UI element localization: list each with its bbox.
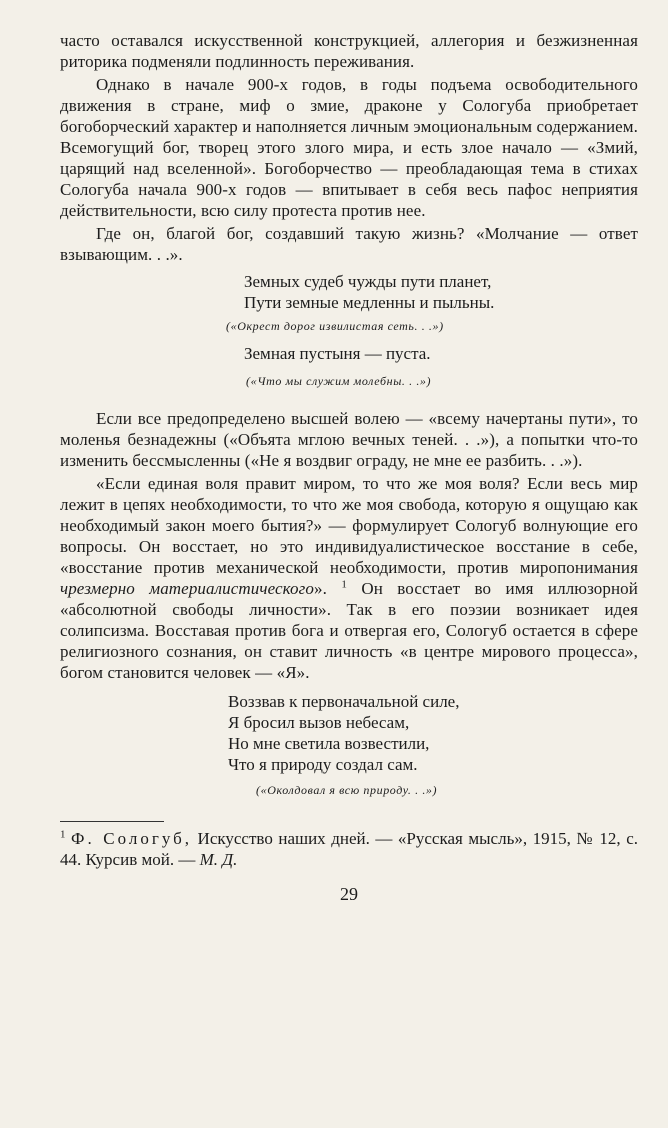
paragraph-predestination: Если все предопределено высшей волею — «всему начертаны пути», то моленья безнадежны («Объята мглою вечных теней. . .»), а попытки что-то изменить бессмысленны («Не я воздвиг ограду, не мне ее разбить. . .»). — [60, 409, 638, 470]
footnote-initials: М. Д. — [199, 850, 238, 869]
footnote-reference[interactable]: 1 — [341, 578, 347, 591]
verse-quote-1 — [244, 271, 638, 313]
verse-source-1: («Окрест дорог извилистая сеть. . .») — [226, 319, 444, 333]
verse-line: Пути земные медленны и пыльны. — [244, 293, 495, 312]
verse-source-3: («Околдовал я всю природу. . .») — [256, 783, 438, 797]
verse-line: Но мне светила возвестили, — [228, 734, 430, 753]
page-body — [60, 30, 638, 905]
footnote-divider — [60, 821, 164, 822]
verse-quote-3 — [228, 691, 638, 775]
paragraph-continuation: часто оставался искусственной конструкцией, аллегория и безжизненная риторика подменяли подлинность переживания. — [60, 31, 638, 71]
verse-quote-2 — [244, 343, 638, 364]
verse-source-2: («Что мы служим молебны. . .») — [246, 374, 432, 388]
verse-line: Земная пустыня — пуста. — [244, 344, 431, 363]
verse-line: Воззвав к первоначальной силе, — [228, 692, 460, 711]
verse-line: Земных судеб чужды пути планет, — [244, 272, 492, 291]
paragraph-free-will: «Если единая воля правит миром, то что же моя воля? Если весь мир лежит в цепях необходимости, то что же моя свобода, которую я ощущаю как необходимый закон моего бытия?» — формулирует Сологуб волнующие его вопросы. Он восстает, но это индивидуалистическое восстание в себе, «восстание против механической необходимости, против миропонимания чрезмерно материалистического». $^1$ Он восстает во имя иллюзорной «абсолютной свободы личности». Так в его поэзии возникает идея солипсизма. Восставая против бога и отвергая его, Сологуб остается в сфере религиозного сознания, он ставит личность «в центре мирового процесса», богом становится человек — «Я». — [60, 474, 638, 682]
verse-line: Что я природу создал сам. — [228, 755, 418, 774]
paragraph-dragon-myth: Однако в начале 900-х годов, в годы подъема освободительного движения в стране, миф о змие, драконе у Сологуба приобретает богоборческий характер и наполняется личным эмоциональным содержанием. Всемогущий бог, творец этого злого мира, и есть злое начало — «Змий, царящий над вселенной». Богоборчество — преобладающая тема в стихах Сологуба начала 900-х годов — впитывает в себя весь пафос неприятия действительности, всю силу протеста против нее. — [60, 75, 638, 220]
page-number: 29 — [340, 884, 358, 904]
footnote: $^1$ Ф. Сологуб, Искусство наших дней. — «Русская мысль», 1915, № 12, с. 44. Курсив мой. — М. Д. — [60, 828, 639, 869]
footnote-author: Ф. Сологуб, — [71, 829, 193, 848]
verse-line: Я бросил вызов небесам, — [228, 713, 410, 732]
footnote-mark: 1 — [60, 828, 66, 841]
italic-emphasis: чрезмерно материалистического — [60, 579, 314, 598]
paragraph-silence: Где он, благой бог, создавший такую жизнь? «Молчание — ответ взывающим. . .». — [60, 224, 638, 264]
